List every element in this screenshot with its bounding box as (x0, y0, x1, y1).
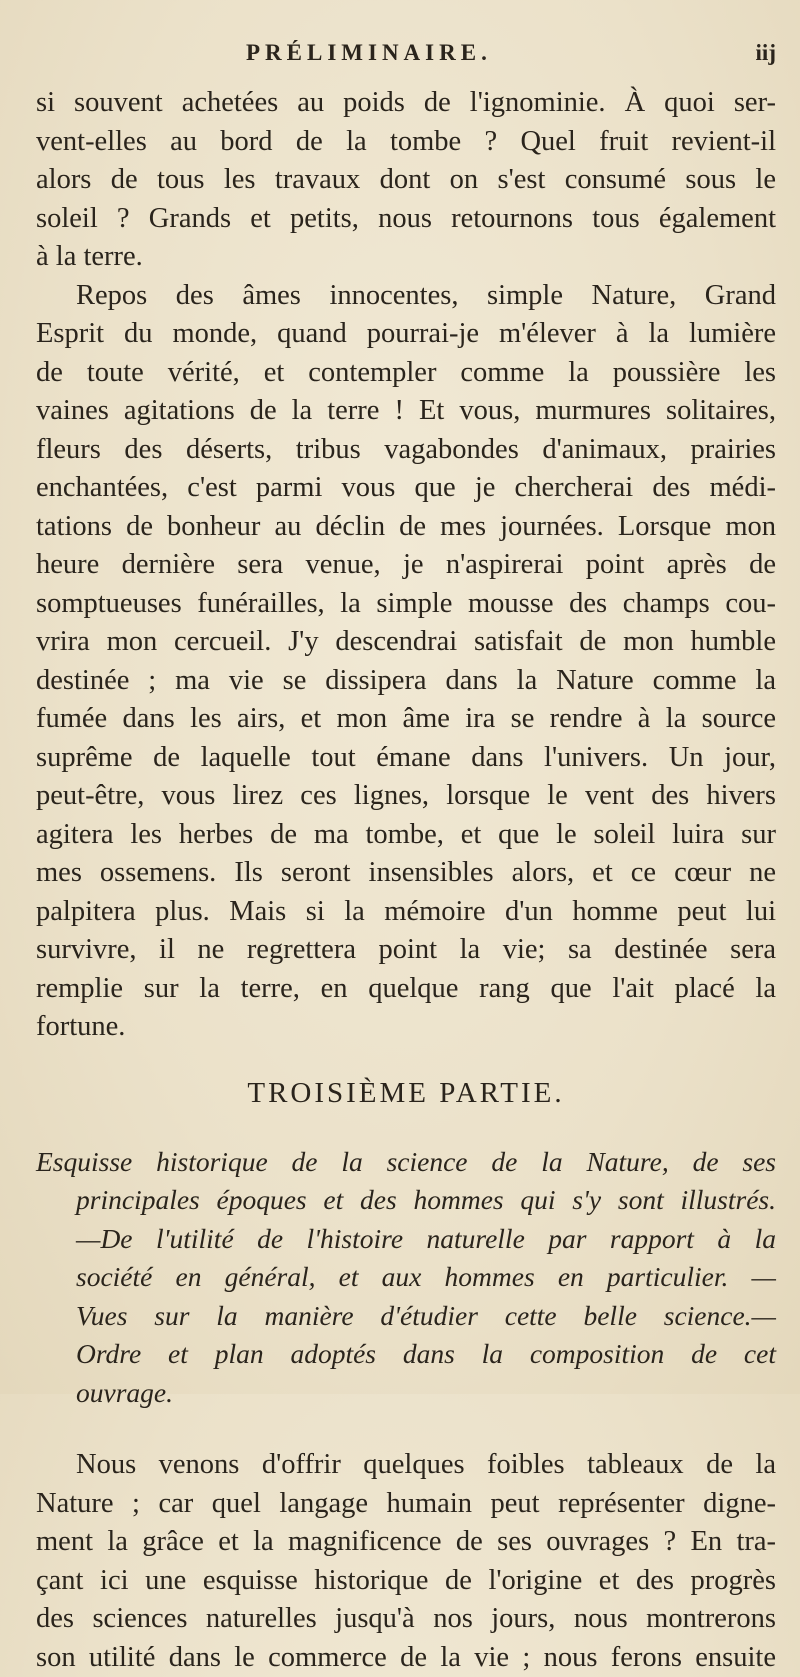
text-line: fleurs des déserts, tribus vagabondes d'animaux, prairies (36, 431, 776, 470)
text-line: soleil ? Grands et petits, nous retournons tous également (36, 200, 776, 239)
text-line: à la terre. (36, 238, 776, 277)
text-line: Nature ; car quel langage humain peut représenter digne- (36, 1485, 776, 1524)
summary-line: Vues sur la manière d'étudier cette belle science.— (36, 1297, 776, 1336)
text-line: si souvent achetées au poids de l'ignominie. À quoi ser- (36, 84, 776, 123)
text-line: remplie sur la terre, en quelque rang que l'ait placé la (36, 970, 776, 1009)
text-line: alors de tous les travaux dont on s'est consumé sous le (36, 161, 776, 200)
text-line: fortune. (36, 1008, 776, 1047)
text-line: vaines agitations de la terre ! Et vous, murmures solitaires, (36, 392, 776, 431)
text-line: vent-elles au bord de la tombe ? Quel fruit revient-il (36, 123, 776, 162)
text-line: Esprit du monde, quand pourrai-je m'élever à la lumière (36, 315, 776, 354)
summary-line: société en général, et aux hommes en particulier. — (36, 1258, 776, 1297)
paragraph-2 (36, 277, 776, 1047)
text-line: mes ossemens. Ils seront insensibles alors, et ce cœur ne (36, 854, 776, 893)
summary-line: Esquisse historique de la science de la Nature, de ses (36, 1143, 776, 1182)
text-line: somptueuses funérailles, la simple mousse des champs cou- (36, 585, 776, 624)
text-line: fumée dans les airs, et mon âme ira se rendre à la source (36, 700, 776, 739)
text-line: survivre, il ne regrettera point la vie; sa destinée sera (36, 931, 776, 970)
text-line: suprême de laquelle tout émane dans l'univers. Un jour, (36, 739, 776, 778)
paragraph-1 (36, 84, 776, 277)
page-number: iij (756, 40, 776, 66)
text-line: ment la grâce et la magnificence de ses ouvrages ? En tra- (36, 1523, 776, 1562)
text-line: vrira mon cercueil. J'y descendrai satisfait de mon humble (36, 623, 776, 662)
section-heading: TROISIÈME PARTIE. (36, 1073, 776, 1113)
text-line: Repos des âmes innocentes, simple Nature, Grand (36, 277, 776, 316)
text-line: Nous venons d'offrir quelques foibles tableaux de la (36, 1446, 776, 1485)
summary-line: ouvrage. (36, 1374, 776, 1413)
text-line: palpitera plus. Mais si la mémoire d'un homme peut lui (36, 893, 776, 932)
text-line: des sciences naturelles jusqu'à nos jours, nous montrerons (36, 1600, 776, 1639)
summary-line: principales époques et des hommes qui s'y sont illustrés. (36, 1181, 776, 1220)
text-line: agitera les herbes de ma tombe, et que le soleil luira sur (36, 816, 776, 855)
text-line: peut-être, vous lirez ces lignes, lorsque le vent des hivers (36, 777, 776, 816)
text-line: çant ici une esquisse historique de l'origine et des progrès (36, 1562, 776, 1601)
text-line: tations de bonheur au déclin de mes journées. Lorsque mon (36, 508, 776, 547)
text-line: enchantées, c'est parmi vous que je chercherai des médi- (36, 469, 776, 508)
text-line: destinée ; ma vie se dissipera dans la Nature comme la (36, 662, 776, 701)
summary-line: Ordre et plan adoptés dans la composition de cet (36, 1335, 776, 1374)
book-page (36, 36, 776, 1677)
paragraph-3 (36, 1446, 776, 1677)
summary-line: —De l'utilité de l'histoire naturelle par rapport à la (36, 1220, 776, 1259)
text-line: son utilité dans le commerce de la vie ; nous ferons ensuite (36, 1639, 776, 1677)
running-head (36, 36, 776, 84)
section-summary (36, 1143, 776, 1413)
running-title: PRÉLIMINAIRE. (246, 40, 492, 66)
text-line: heure dernière sera venue, je n'aspirerai point après de (36, 546, 776, 585)
text-line: de toute vérité, et contempler comme la poussière les (36, 354, 776, 393)
